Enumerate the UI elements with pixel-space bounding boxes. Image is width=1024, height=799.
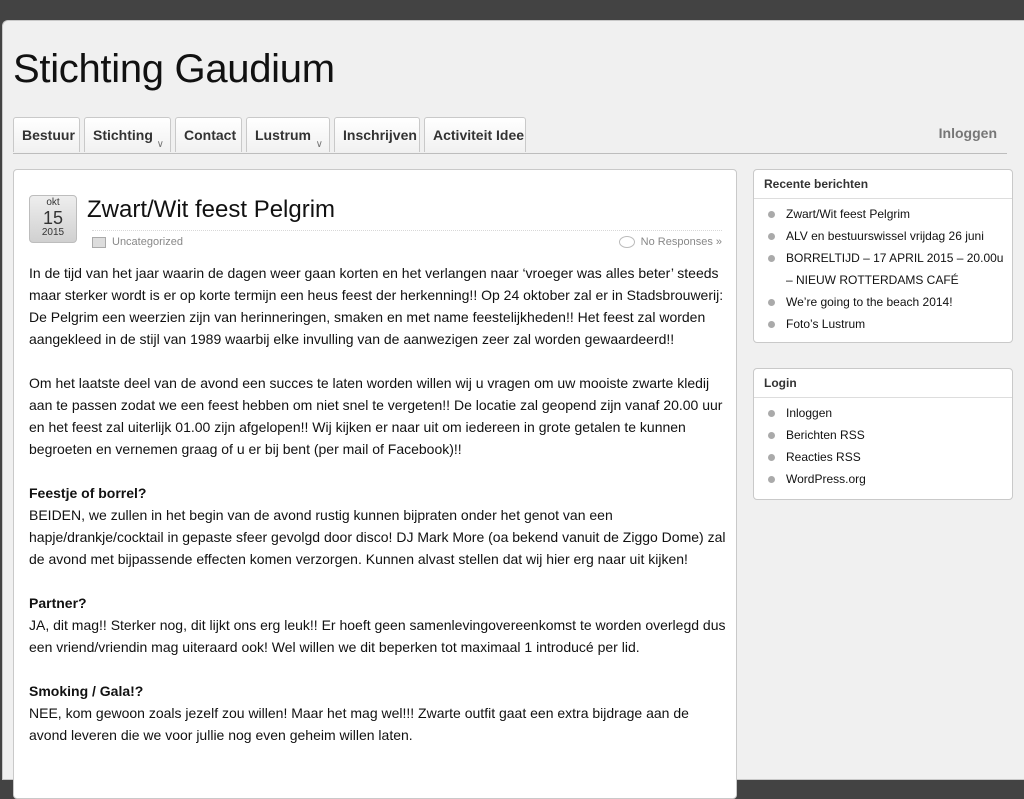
recent-post-link[interactable]: Foto’s Lustrum [754, 313, 1012, 335]
post-article [13, 169, 737, 799]
post-date-year: 2015 [41, 227, 65, 238]
comment-bubble-icon [619, 236, 635, 248]
post-title[interactable]: Zwart/Wit feest Pelgrim [87, 196, 336, 223]
recent-post-link[interactable]: Zwart/Wit feest Pelgrim [754, 203, 1012, 225]
post-responses-link[interactable]: No Responses » [640, 236, 722, 248]
recent-post-link[interactable]: BORRELTIJD – 17 APRIL 2015 – 20.00u – NIEUW ROTTERDAMS CAFÉ [754, 247, 1012, 291]
nav-label: Inschrijven [343, 127, 417, 143]
nav-label: Stichting [93, 127, 153, 143]
nav-item-bestuur[interactable] [13, 117, 80, 152]
login-link[interactable]: Inloggen [938, 125, 997, 141]
post-date-badge [29, 195, 77, 243]
nav-item-lustrum[interactable] [246, 117, 330, 152]
post-meta [92, 230, 722, 255]
site-title[interactable]: Stichting Gaudium [13, 47, 335, 91]
nav-item-activiteit-idee[interactable] [424, 117, 526, 152]
main-navigation [13, 117, 1007, 154]
nav-item-inschrijven[interactable] [334, 117, 420, 152]
post-date-day: 15 [42, 208, 64, 228]
nav-label: Bestuur [22, 127, 75, 143]
section-heading: Feestje of borrel? [29, 485, 147, 501]
recent-post-link[interactable]: ALV en bestuurswissel vrijdag 26 juni [754, 225, 1012, 247]
widget-login [753, 368, 1013, 500]
post-paragraph: Om het laatste deel van de avond een succes te laten worden willen wij u vragen om uw mooiste zwarte kledij aan te passen zodat we een feest hebben om niet snel te vergeten!! De locatie zal geopend zijn vanaf 20.00 uur en het feest zal uiterlijk 01.00 zijn afgelopen!! Wij kijken er naar uit om iedereen in grote getalen te kunnen begroeten en vernemen graag of u er bij bent (per mail of Facebook)!! [29, 375, 723, 457]
rss-posts-link[interactable]: Berichten RSS [754, 424, 1012, 446]
widget-recent-posts [753, 169, 1013, 343]
page-container [2, 20, 1024, 780]
post-paragraph: In de tijd van het jaar waarin de dagen weer gaan korten en het verlangen naar ‘vroeger was alles beter’ steeds maar sterker wordt is er op korte termijn een heus feest der herkenning!! Op 24 oktober zal er in Stadsbrouwerij: De Pelgrim een weerzien zijn van herinneringen, smaken en met name feestelijkheden!! Het feest zal worden aangekleed in de stijl van 1989 waarbij elke invulling van de aanwezigen zeer zal worden gewaardeerd!! [29, 265, 724, 347]
section-text: NEE, kom gewoon zoals jezelf zou willen! Maar het mag wel!!! Zwarte outfit gaat een extra bijdrage aan de avond leveren die we voor jullie nog even geheim willen laten. [29, 705, 689, 743]
folder-icon [92, 237, 106, 248]
post-section [29, 680, 729, 746]
chevron-down-icon: ∨ [315, 139, 323, 150]
rss-comments-link[interactable]: Reacties RSS [754, 446, 1012, 468]
post-section [29, 482, 729, 570]
post-responses [619, 236, 722, 248]
section-text: JA, dit mag!! Sterker nog, dit lijkt ons erg leuk!! Er hoeft geen samenlevingovereenkomst te worden overlegd dus een vriend/vriendin mag uiteraard ook! Wel willen we dit beperken tot maximaal 1 introducé per lid. [29, 617, 726, 655]
nav-label: Contact [184, 127, 237, 143]
section-heading: Partner? [29, 595, 87, 611]
section-heading: Smoking / Gala!? [29, 683, 144, 699]
recent-posts-list [754, 199, 1012, 341]
wordpress-link[interactable]: WordPress.org [754, 468, 1012, 490]
post-date-month: okt [46, 197, 60, 208]
widget-title: Recente berichten [754, 170, 1012, 199]
section-text: BEIDEN, we zullen in het begin van de avond rustig kunnen bijpraten onder het genot van een hapje/drankje/cocktail in gepaste sfeer gevolgd door disco! DJ Mark More (oa bekend vanuit de Ziggo Dome) zal de avond met bijpassende effecten komen verzorgen. Kunnen alvast stellen dat wij hier erg naar uit kijken! [29, 507, 726, 567]
nav-label: Lustrum [255, 127, 311, 143]
login-widget-link[interactable]: Inloggen [754, 402, 1012, 424]
nav-label: Activiteit Idee [433, 127, 525, 143]
chevron-down-icon: ∨ [156, 139, 164, 150]
post-body [29, 262, 729, 768]
recent-post-link[interactable]: We’re going to the beach 2014! [754, 291, 1012, 313]
nav-item-stichting[interactable] [84, 117, 171, 152]
login-links-list [754, 398, 1012, 496]
widget-title: Login [754, 369, 1012, 398]
post-category [92, 236, 183, 248]
nav-item-contact[interactable] [175, 117, 242, 152]
post-section [29, 592, 729, 658]
post-category-link[interactable]: Uncategorized [112, 236, 183, 248]
